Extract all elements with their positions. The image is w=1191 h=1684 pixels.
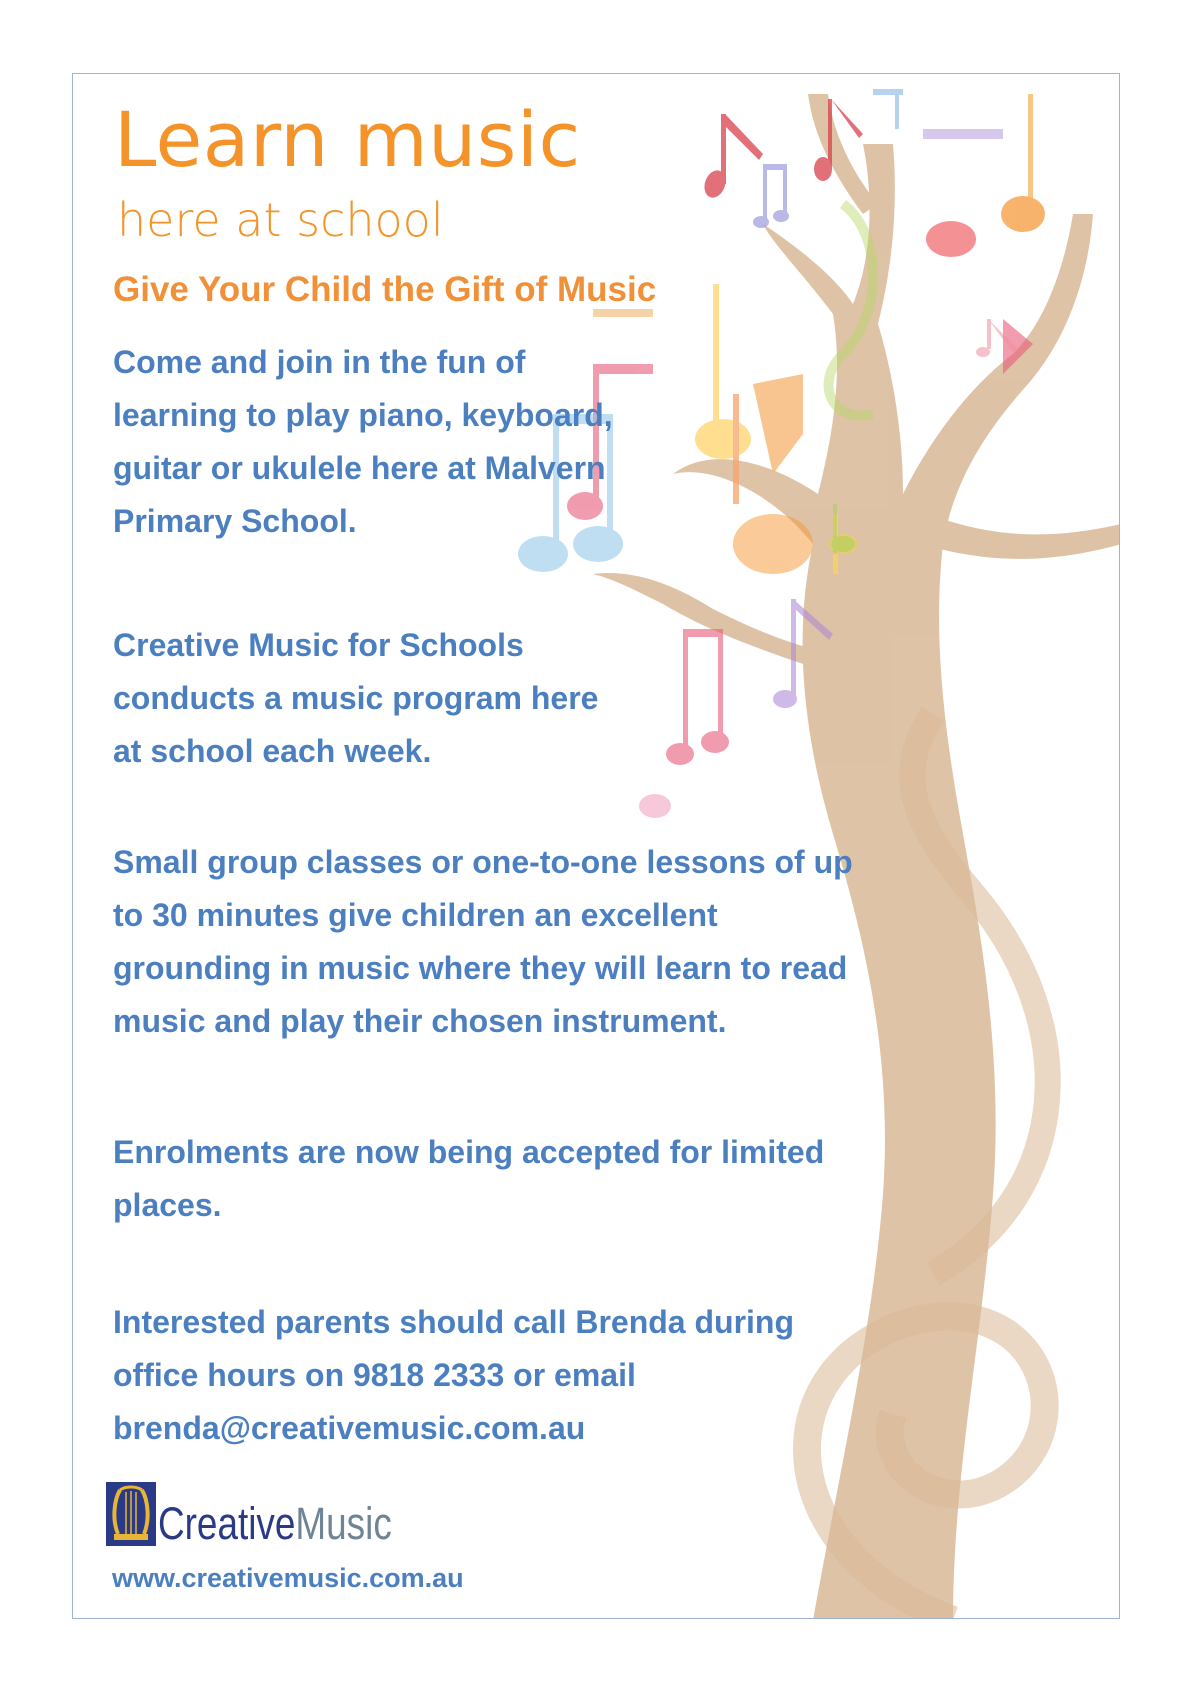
tagline: Give Your Child the Gift of Music [113, 270, 657, 309]
enrolment-paragraph: Enrolments are now being accepted for limited places. [113, 1134, 825, 1223]
lyre-icon [106, 1482, 156, 1546]
logo-word-creative: Creative [158, 1498, 296, 1549]
website-link[interactable]: www.creativemusic.com.au [112, 1563, 464, 1593]
page-title: Learn music [114, 95, 581, 184]
logo-word-music: Music [295, 1498, 392, 1549]
program-paragraph: Creative Music for Schools conducts a music program here at school each week. [113, 627, 599, 769]
classes-paragraph: Small group classes or one-to-one lessons of up to 30 minutes give children an excellent grounding in music where they will learn to read music and play their chosen instrument. [113, 844, 853, 1039]
page-subtitle: here at school [117, 193, 444, 247]
contact-paragraph: Interested parents should call Brenda during office hours on 9818 2333 or email brenda@creativemusic.com.au [113, 1304, 795, 1446]
flyer [72, 73, 1120, 1619]
creative-music-logo [106, 1482, 443, 1549]
intro-paragraph: Come and join in the fun of learning to play piano, keyboard, guitar or ukulele here at Malvern Primary School. [113, 344, 613, 539]
